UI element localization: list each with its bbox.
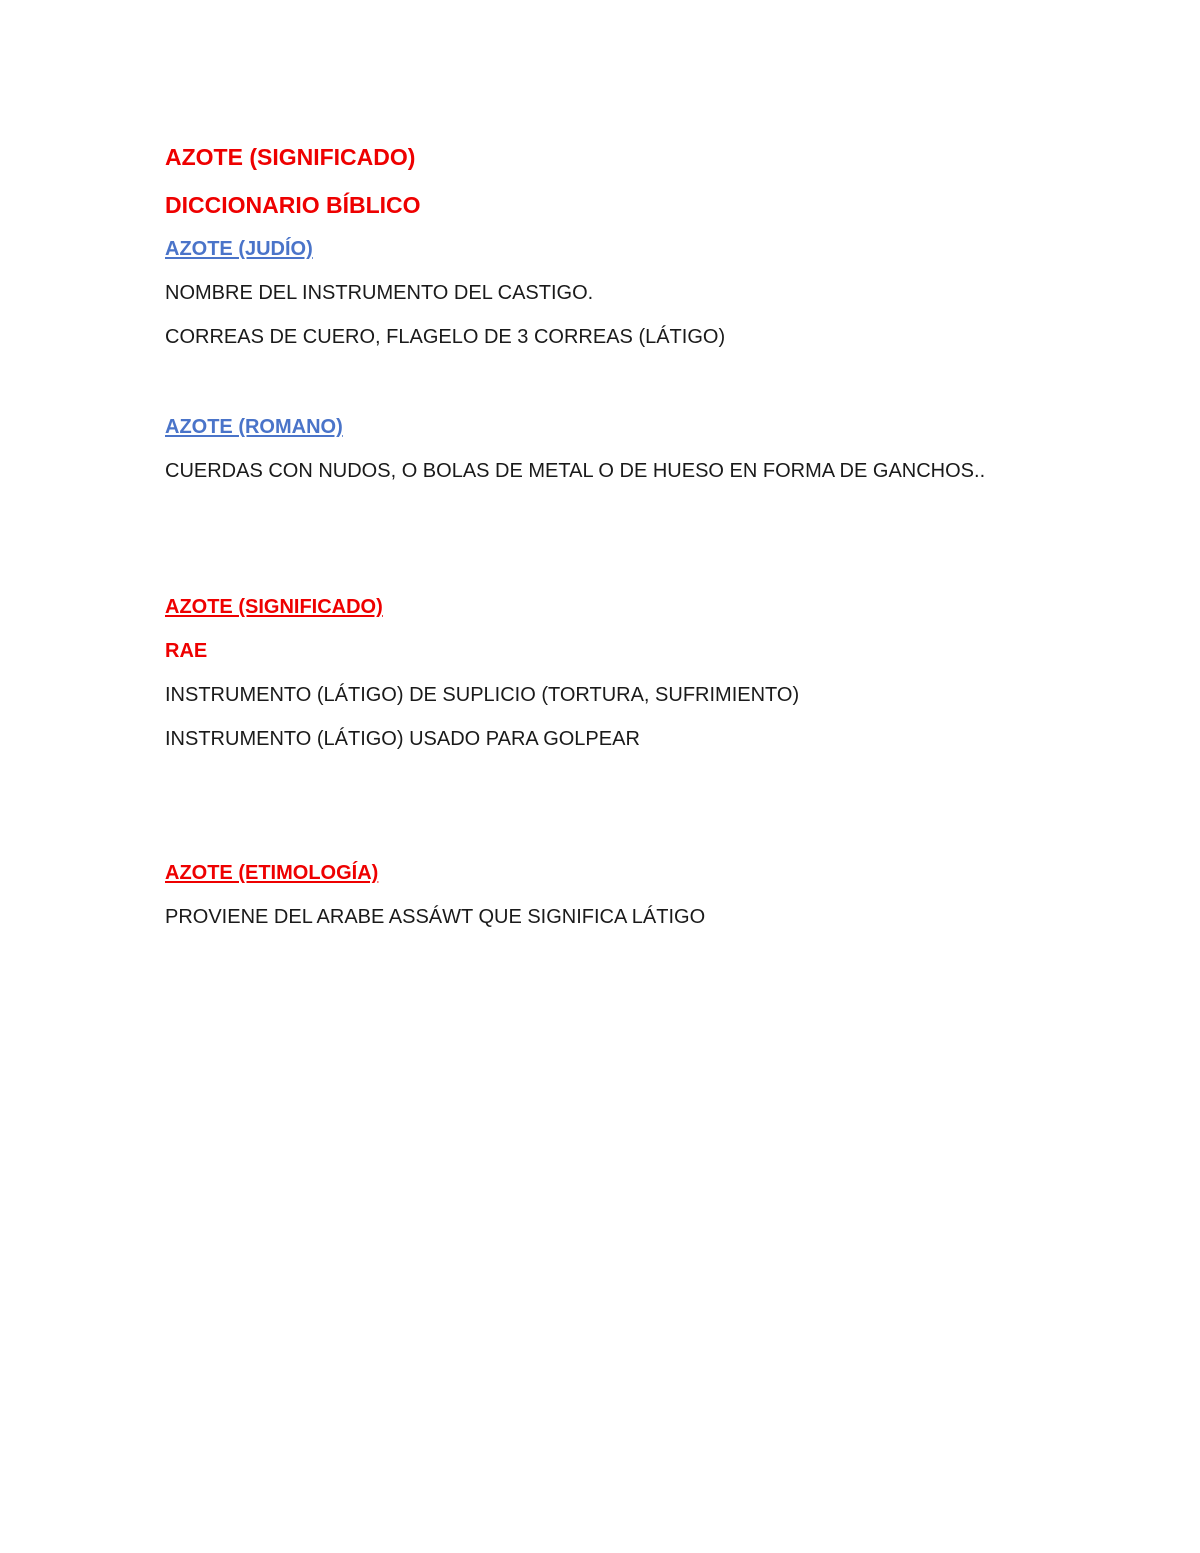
judio-line-2: CORREAS DE CUERO, FLAGELO DE 3 CORREAS (LÁTIGO) [165,326,726,348]
link-azote-significado[interactable]: AZOTE (SIGNIFICADO) [165,596,383,618]
section-romano [165,413,1035,487]
section-etimologia [165,859,1035,931]
rae-line-1: INSTRUMENTO (LÁTIGO) DE SUPLICIO (TORTURA, SUFRIMIENTO) [165,684,800,706]
etimologia-text: PROVIENE DEL ARABE ASSÁWT QUE SIGNIFICA LÁTIGO [165,906,706,928]
link-azote-romano[interactable]: AZOTE (ROMANO) [165,416,343,438]
document-title: AZOTE (SIGNIFICADO) [165,144,416,170]
judio-line-1: NOMBRE DEL INSTRUMENTO DEL CASTIGO. [165,282,594,304]
section-significado [165,593,1035,753]
romano-text: CUERDAS CON NUDOS, O BOLAS DE METAL O DE HUESO EN FORMA DE GANCHOS.. [165,460,986,482]
link-azote-etimologia[interactable]: AZOTE (ETIMOLOGÍA) [165,862,379,884]
document-subtitle: DICCIONARIO BÍBLICO [165,192,421,218]
document-body [165,141,1035,931]
rae-line-2: INSTRUMENTO (LÁTIGO) USADO PARA GOLPEAR [165,728,640,750]
link-azote-judio[interactable]: AZOTE (JUDÍO) [165,238,313,260]
section-judio [165,235,1035,351]
rae-label: RAE [165,640,208,662]
